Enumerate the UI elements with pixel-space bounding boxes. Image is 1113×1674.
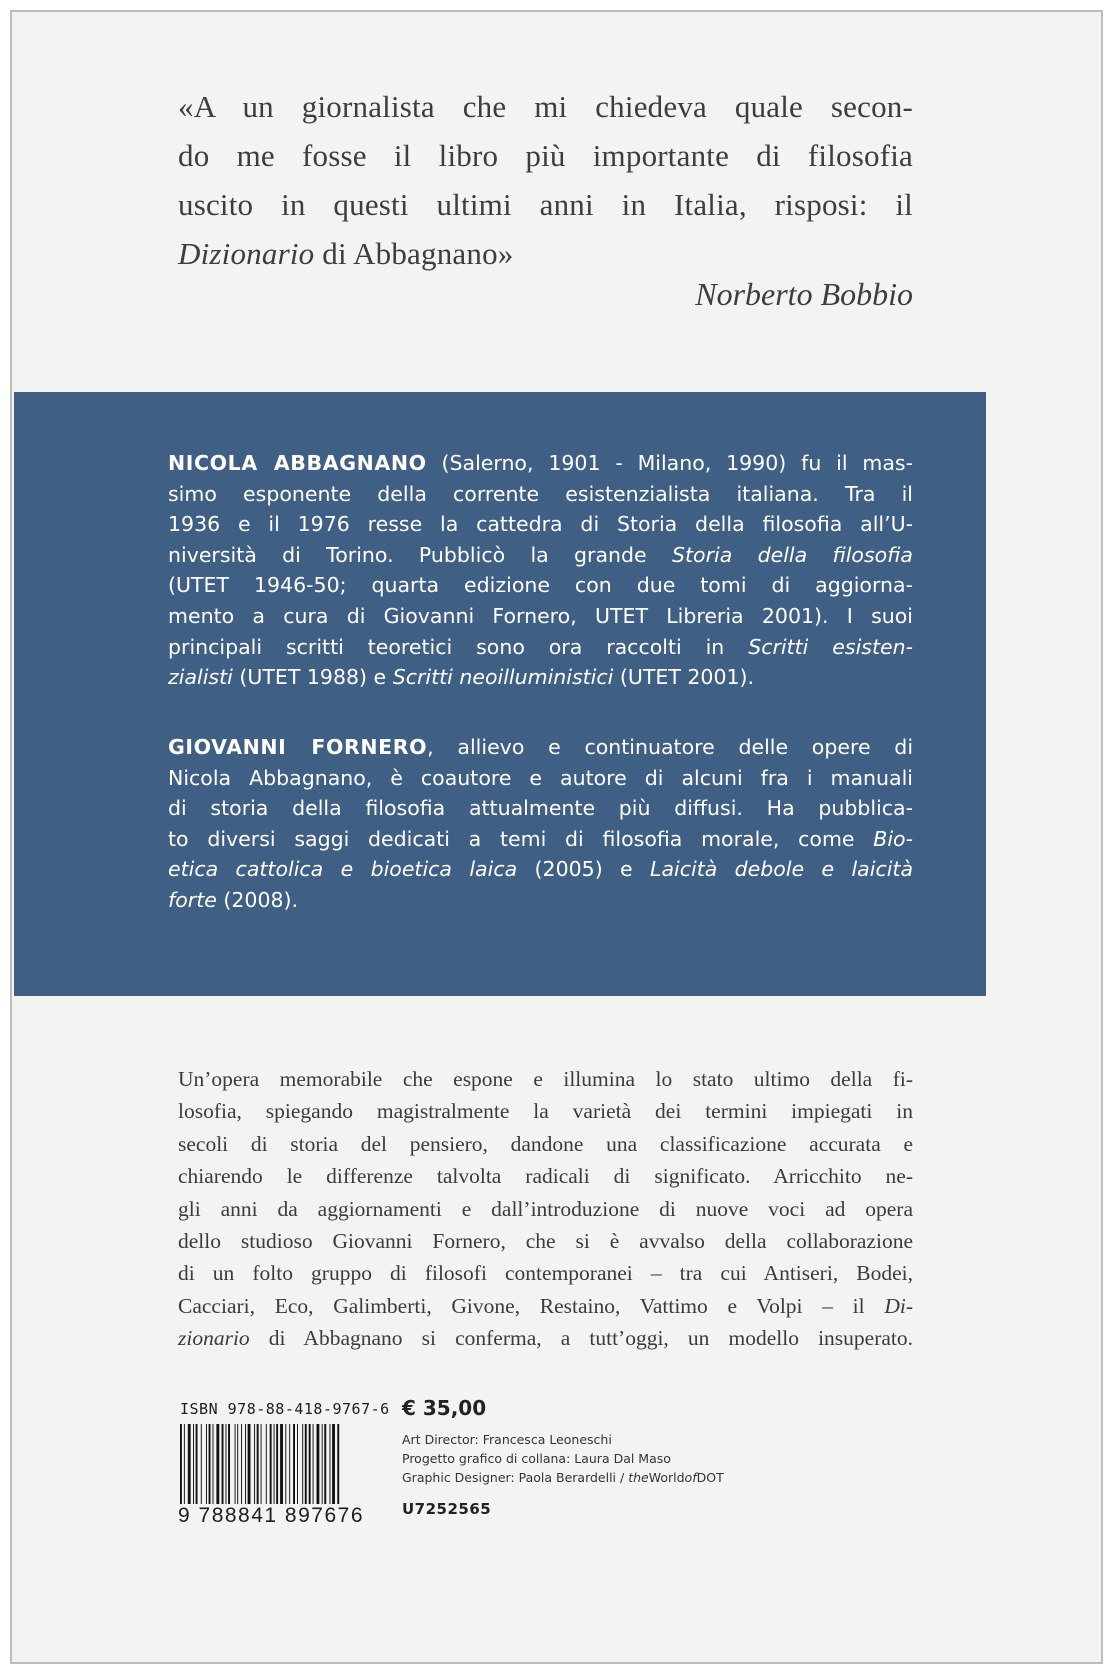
description-line: secoli di storia del pensiero, dandone una classificazione accurata e bbox=[178, 1131, 913, 1156]
barcode-bar bbox=[216, 1424, 219, 1504]
description-line bbox=[178, 1290, 913, 1322]
bio-italic: Laicità debole e laicità bbox=[650, 857, 914, 882]
barcode-bar bbox=[237, 1424, 238, 1504]
bio-line: simo esponente della corrente esistenzialista italiana. Tra il bbox=[168, 481, 913, 506]
description-line: dello studioso Giovanni Fornero, che si è avvalso della collaborazione bbox=[178, 1229, 913, 1254]
credit-art-director: Art Director: Francesca Leoneschi bbox=[402, 1432, 612, 1447]
bio-line bbox=[168, 662, 913, 693]
barcode-bar bbox=[245, 1424, 246, 1504]
barcode-bar bbox=[280, 1424, 283, 1504]
bio-text: niversità di Torino. Pubblicò la grande bbox=[168, 542, 672, 567]
barcode-bar bbox=[257, 1424, 259, 1504]
description-line: di un folto gruppo di filosofi contemporanei – tra cui Antiseri, Bodei, bbox=[178, 1261, 913, 1286]
bio-italic: Scritti esisten- bbox=[748, 634, 913, 659]
bio-line bbox=[168, 732, 913, 763]
barcode-bar bbox=[266, 1424, 267, 1504]
barcode-bar bbox=[309, 1424, 311, 1504]
credits bbox=[402, 1430, 724, 1487]
barcode-bar bbox=[274, 1424, 275, 1504]
barcode-bar bbox=[188, 1424, 191, 1504]
barcode-bar bbox=[193, 1424, 194, 1504]
bio-text: (UTET 1988) e bbox=[232, 665, 393, 690]
credit-progetto: Progetto grafico di collana: Laura Dal Maso bbox=[402, 1451, 671, 1466]
barcode-bar bbox=[289, 1424, 290, 1504]
barcode-bar bbox=[270, 1424, 272, 1504]
barcode-bar bbox=[222, 1424, 224, 1504]
book-description bbox=[178, 1063, 913, 1355]
barcode-bar bbox=[201, 1424, 202, 1504]
description-italic: zionario bbox=[178, 1326, 250, 1351]
description-italic: Di- bbox=[884, 1293, 913, 1318]
barcode-bar bbox=[180, 1424, 182, 1504]
bobbio-quote bbox=[178, 82, 913, 278]
bio-line: mento a cura di Giovanni Fornero, UTET Libreria 2001). I suoi bbox=[168, 603, 913, 628]
bio-text: (2008). bbox=[216, 887, 299, 912]
back-cover bbox=[10, 10, 1103, 1664]
bio-line bbox=[168, 632, 913, 663]
barcode-bar bbox=[254, 1424, 255, 1504]
barcode-bar bbox=[226, 1424, 227, 1504]
bio-line bbox=[168, 824, 913, 855]
bio-italic: Storia della filosofia bbox=[671, 542, 913, 567]
quote-line: do me fosse il libro più importante di filosofia bbox=[178, 138, 913, 173]
description-line: chiarendo le differenze talvolta radicali di significato. Arricchito ne- bbox=[178, 1164, 913, 1189]
description-line: losofia, spiegando magistralmente la varietà dei termini impiegati in bbox=[178, 1099, 913, 1124]
barcode-bar bbox=[297, 1424, 298, 1504]
bio-text: (2005) e bbox=[517, 857, 651, 882]
description-text: di Abbagnano si conferma, a tutt’oggi, un modello insuperato. bbox=[249, 1326, 913, 1351]
bio-name: GIOVANNI FORNERO bbox=[168, 735, 428, 759]
bio-text: to diversi saggi dedicati a temi di filosofia morale, come bbox=[168, 826, 874, 851]
barcode-bar bbox=[293, 1424, 295, 1504]
bio-line: (UTET 1946-50; quarta edizione con due tomi di aggiorna- bbox=[168, 573, 913, 598]
barcode-digits: 9 788841 897676 bbox=[178, 1504, 364, 1527]
bio-abbagnano bbox=[168, 448, 913, 693]
barcode-bar bbox=[184, 1424, 185, 1504]
description-line bbox=[178, 1322, 913, 1354]
barcode-bar bbox=[276, 1424, 278, 1504]
barcode-bar bbox=[241, 1424, 242, 1504]
brand-world: World bbox=[648, 1470, 685, 1485]
bio-line: di storia della filosofia attualmente più diffusi. Ha pubblica- bbox=[168, 796, 913, 821]
barcode-bar bbox=[305, 1424, 307, 1504]
bio-text: principali scritti teoretici sono ora raccolti in bbox=[168, 634, 749, 659]
barcode-bar bbox=[324, 1424, 326, 1504]
barcode-bar bbox=[322, 1424, 323, 1504]
barcode-bar bbox=[330, 1424, 331, 1504]
barcode-bar bbox=[332, 1424, 335, 1504]
barcode-bar bbox=[261, 1424, 262, 1504]
barcode-bar bbox=[317, 1424, 320, 1504]
brand-the: the bbox=[628, 1470, 649, 1485]
barcode-bar bbox=[285, 1424, 286, 1504]
barcode-bar bbox=[235, 1424, 236, 1504]
brand-theworldofdot bbox=[628, 1470, 724, 1485]
bio-italic: zialisti bbox=[168, 665, 233, 690]
bio-name: NICOLA ABBAGNANO bbox=[168, 451, 427, 475]
description-text: Cacciari, Eco, Galimberti, Givone, Restaino, Vattimo e Volpi – il bbox=[178, 1293, 885, 1318]
quote-line-rest: di Abbagnano» bbox=[314, 236, 514, 271]
barcode-bar bbox=[213, 1424, 214, 1504]
bio-fornero bbox=[168, 732, 913, 916]
bio-line: Nicola Abbagnano, è coautore e autore di alcuni fra i manuali bbox=[168, 765, 913, 790]
brand-dot: DOT bbox=[696, 1470, 724, 1485]
bio-italic: Scritti neoilluministici bbox=[392, 665, 614, 690]
bio-line bbox=[168, 885, 913, 916]
barcode-bar bbox=[337, 1424, 339, 1504]
barcode-bar bbox=[248, 1424, 251, 1504]
bio-italic: Bio- bbox=[873, 826, 913, 851]
bio-line bbox=[168, 540, 913, 571]
product-code: U7252565 bbox=[402, 1500, 492, 1518]
quote-author: Norberto Bobbio bbox=[695, 276, 913, 312]
barcode-bar bbox=[206, 1424, 207, 1504]
barcode-bar bbox=[228, 1424, 230, 1504]
barcode-bar bbox=[209, 1424, 211, 1504]
bio-text: (Salerno, 1901 - Milano, 1990) fu il mas- bbox=[426, 451, 913, 475]
quote-italic-title: Dizionario bbox=[178, 236, 315, 271]
bio-text: , allievo e continuatore delle opere di bbox=[427, 735, 914, 759]
barcode-bar bbox=[196, 1424, 198, 1504]
quote-line: «A un giornalista che mi chiedeva quale secon- bbox=[178, 89, 913, 124]
credit-text: Graphic Designer: Paola Berardelli / bbox=[402, 1470, 629, 1485]
price: € 35,00 bbox=[402, 1396, 487, 1420]
bio-italic: forte bbox=[168, 887, 217, 912]
bio-italic: etica cattolica e bioetica laica bbox=[168, 857, 518, 882]
brand-of: of bbox=[684, 1470, 697, 1485]
barcode-bar bbox=[302, 1424, 303, 1504]
bio-line: 1936 e il 1976 resse la cattedra di Storia della filosofia all’U- bbox=[168, 512, 913, 537]
bio-line bbox=[168, 448, 913, 479]
quote-line: uscito in questi ultimi anni in Italia, risposi: il bbox=[178, 187, 913, 222]
bio-text: (UTET 2001). bbox=[613, 665, 755, 690]
credit-graphic-designer bbox=[402, 1468, 724, 1487]
quote-line bbox=[178, 229, 913, 278]
description-line: gli anni da aggiornamenti e dall’introduzione di nuove voci ad opera bbox=[178, 1196, 913, 1221]
bio-line bbox=[168, 854, 913, 885]
description-line: Un’opera memorabile che espone e illumina lo stato ultimo della fi- bbox=[178, 1067, 913, 1091]
isbn-label: ISBN 978-88-418-9767-6 bbox=[180, 1400, 390, 1418]
barcode-bar bbox=[313, 1424, 314, 1504]
barcode-image bbox=[178, 1424, 390, 1504]
